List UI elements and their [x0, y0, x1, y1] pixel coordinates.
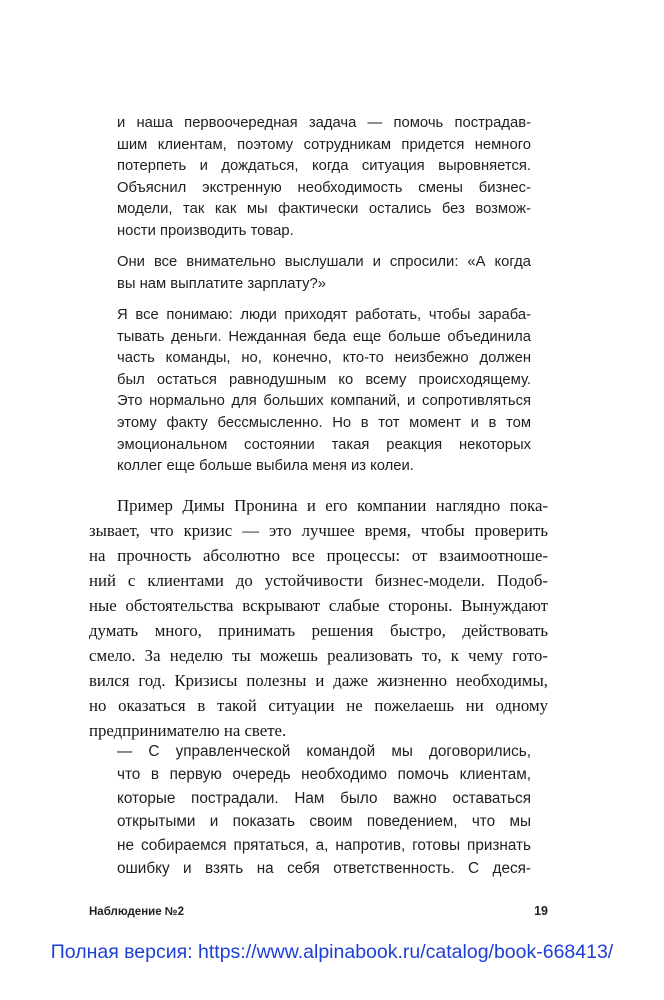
dialogue-paragraph — [117, 740, 531, 880]
text-line: зывает, что кризис — это лучшее время, чтобы проверить — [89, 521, 548, 540]
text-line: на прочность абсолютно все процессы: от взаимоотноше- — [89, 546, 548, 565]
text-line: тывать деньги. Нежданная беда еще больше объединила — [117, 328, 531, 345]
full-version-link[interactable]: Полная версия: https://www.alpinabook.ru/catalog/book-668413/ — [50, 941, 614, 963]
text-line: потерпеть и дождаться, когда ситуация выровняется. — [117, 158, 531, 175]
text-line: что в первую очередь необходимо помочь клиентам, — [117, 766, 531, 784]
text-line: Это нормально для больших компаний, и сопротивляться — [117, 393, 531, 410]
text-line: вы нам выплатите зарплату?» — [117, 275, 326, 292]
text-line: вился год. Кризисы полезны и даже жизненно необходимы, — [89, 671, 548, 690]
quoted-paragraph — [117, 113, 531, 243]
text-line: Объяснил экстренную необходимость смены бизнес- — [117, 179, 531, 196]
text-line: не собираемся прятаться, а, напротив, готовы признать — [117, 836, 531, 854]
text-line: модели, так как мы фактически остались без возмож- — [117, 201, 531, 218]
text-line: но оказаться в такой ситуации не пожелаешь ни одному — [89, 696, 548, 715]
text-line: Я все понимаю: люди приходят работать, чтобы зараба- — [117, 307, 531, 323]
text-line: думать много, принимать решения быстро, действовать — [89, 621, 548, 640]
text-line: — С управленческой командой мы договорились, — [117, 743, 531, 760]
text-line: Пример Димы Пронина и его компании наглядно пока- — [117, 496, 548, 515]
text-line: эмоциональном состоянии такая реакция некоторых — [117, 436, 531, 453]
running-title: Наблюдение №2 — [89, 906, 185, 918]
text-line: открытыми и показать своим поведением, что мы — [117, 813, 531, 831]
quoted-paragraph — [117, 252, 531, 295]
text-line: был остаться равнодушным ко всему происходящему. — [117, 371, 531, 388]
text-line: смело. За неделю ты можешь реализовать то, к чему гото- — [89, 646, 548, 665]
text-line: Они все внимательно выслушали и спросили: «А когда — [117, 254, 531, 270]
text-line: шим клиентам, поэтому сотрудникам придется немного — [117, 136, 531, 153]
text-line: ности производить товар. — [117, 222, 294, 239]
text-line: и наша первоочередная задача — помочь пострадав- — [117, 115, 531, 131]
text-line: которые пострадали. Нам было важно оставаться — [117, 789, 531, 807]
text-line: коллег еще больше выбила меня из колеи. — [117, 458, 414, 475]
quoted-paragraph — [117, 305, 531, 478]
body-paragraph — [89, 493, 548, 743]
page-number: 19 — [534, 904, 548, 918]
text-line: ошибку и взять на себя ответственность. С деся- — [117, 860, 531, 878]
text-line: этому факту бессмысленно. Но в тот момент и в том — [117, 414, 531, 431]
text-line: предпринимателю на свете. — [89, 721, 287, 740]
text-line: ний с клиентами до устойчивости бизнес-модели. Подоб- — [89, 571, 548, 590]
text-line: часть команды, но, конечно, кто-то неизбежно должен — [117, 350, 531, 367]
text-line: ные обстоятельства вскрывают слабые стороны. Вынуждают — [89, 596, 548, 615]
